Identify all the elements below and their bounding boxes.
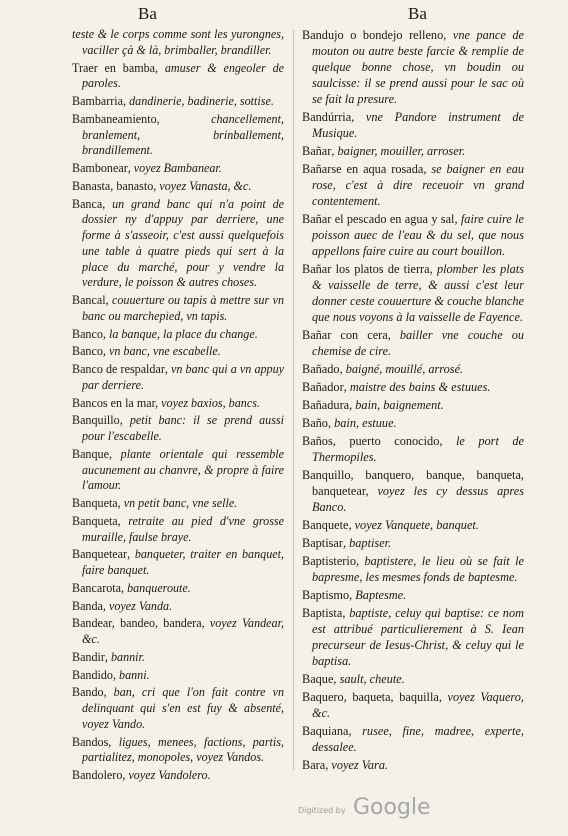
- entry-definition: , baptiste, celuy qui baptise: ce nom est attribué particulierement à S. Iean precurseur de Iesus-Christ, & celuy qui le baptisa.: [312, 606, 524, 668]
- entry-definition: , petit banc: il se prend aussi pour l'escabelle.: [82, 413, 284, 443]
- entry-definition: , Baptesme.: [349, 588, 407, 602]
- left-running-head: Ba: [138, 4, 157, 23]
- entry-headword: Banco de respaldar: [72, 362, 165, 376]
- entry-headword: Bañador: [302, 380, 344, 394]
- entry-headword: Bambonear: [72, 161, 128, 175]
- entry-definition: , la banque, la place du change.: [102, 326, 258, 341]
- entry-headword: Baños, puerto conocido: [302, 434, 440, 448]
- entry-definition: , sault, cheute.: [333, 672, 405, 686]
- digitized-watermark: [298, 795, 458, 825]
- entry-definition: , baptistere, le lieu où se fait le bapresme, les mesmes fonds de baptesme.: [312, 554, 524, 584]
- entry-headword: Baque: [302, 672, 334, 686]
- dictionary-entry: [72, 197, 284, 292]
- entry-definition: , retraite au pied d'vne grosse muraille, faulse braye.: [82, 513, 284, 544]
- dictionary-entry: [302, 605, 524, 669]
- entry-headword: Banco: [72, 344, 103, 359]
- entry-definition: voyez Vandear, &c.: [82, 616, 284, 646]
- entry-definition: , le port de Thermopiles.: [312, 434, 524, 464]
- dictionary-entry: [302, 467, 524, 515]
- entry-headword: Banquete: [302, 518, 349, 532]
- dictionary-entry: [72, 161, 284, 177]
- entry-headword: Bancal: [72, 293, 106, 307]
- dictionary-entry: [302, 211, 524, 259]
- entry-definition: , voyez Vandolero.: [122, 768, 211, 782]
- dictionary-entry: [72, 581, 284, 597]
- entry-headword: Bandido: [72, 667, 113, 682]
- right-column: [302, 27, 524, 775]
- dictionary-entry: [72, 413, 284, 445]
- dictionary-entry: [302, 535, 524, 551]
- entry-headword: Bandúrria: [302, 110, 352, 124]
- entry-headword: Bara: [302, 758, 326, 772]
- entry-headword: Banquillo, banquero, banque, banqueta, banquetear,: [302, 468, 524, 498]
- dictionary-entry: [302, 689, 524, 721]
- dictionary-entry: [302, 723, 524, 755]
- entry-definition: , se baigner en eau rose, c'est à dire receuoir vn grand contentement.: [312, 162, 524, 208]
- entry-definition: , bailler vne couche ou chemise de cire.: [312, 328, 525, 358]
- entry-headword: Baptisar: [302, 536, 343, 550]
- dictionary-entry: [302, 327, 524, 359]
- entry-definition: voyez Vaquero, &c.: [312, 690, 524, 720]
- entry-headword: Bambaneamiento: [72, 111, 157, 126]
- entry-definition: , banqueroute.: [121, 580, 191, 595]
- entry-headword: Baptisterio: [302, 554, 356, 568]
- entry-definition: voyez Vanasta, &c.: [156, 178, 252, 193]
- dictionary-entry: [72, 768, 284, 784]
- right-running-head: Ba: [408, 4, 427, 23]
- entry-headword: Bañado: [302, 362, 340, 376]
- dictionary-entry: [302, 27, 524, 107]
- column-divider: [293, 30, 294, 770]
- dictionary-entry: [72, 650, 284, 666]
- dictionary-entry: [72, 547, 284, 579]
- entry-definition: , baigné, mouillé, arrosé.: [339, 362, 464, 376]
- digitized-label: Digitized by: [298, 806, 346, 815]
- entry-headword: Banqueta: [72, 513, 118, 528]
- entry-headword: Bañar los platos de tierra: [302, 262, 430, 276]
- dictionary-entry: [72, 344, 284, 360]
- entry-headword: Bandear, bandeo, bandera,: [72, 616, 205, 631]
- left-column: [72, 27, 284, 786]
- dictionary-entry: [302, 143, 524, 159]
- entry-definition: , plomber les plats & vaisselle de terre, & aussi c'est leur donner ceste couuerture & couche blanche que nous voyons à la vaisselle de Fayence.: [312, 262, 524, 324]
- entry-headword: Bando: [72, 685, 104, 700]
- dictionary-entry: [302, 379, 524, 395]
- entry-headword: Bancarota: [72, 580, 122, 595]
- dictionary-entry: [72, 396, 284, 412]
- entry-headword: Banco: [72, 326, 103, 341]
- entry-definition: , voyez Vara.: [325, 758, 389, 772]
- dictionary-entry: [72, 668, 284, 684]
- entry-definition: , banqueter, traiter en banquet, faire banquet.: [82, 547, 284, 577]
- entry-headword: Bandir: [72, 649, 105, 664]
- dictionary-entry: [72, 61, 284, 93]
- entry-definition: , baptiser.: [342, 536, 392, 550]
- dictionary-entry: [302, 261, 524, 325]
- entry-headword: Banquillo: [72, 413, 120, 428]
- entry-definition: , voyez Vanda.: [102, 598, 173, 613]
- entry-definition: , voyez Vanquete, banquet.: [348, 518, 479, 532]
- dictionary-entry: [302, 553, 524, 585]
- entry-definition: teste & le corps comme sont les yurongnes, vaciller çà & là, brimballer, brandiller.: [72, 27, 284, 57]
- dictionary-entry: [302, 361, 524, 377]
- entry-headword: Baptismo: [302, 588, 350, 602]
- page-header: [0, 4, 568, 28]
- dictionary-entry: [72, 112, 284, 159]
- entry-definition: , rusee, fine, madree, experte, dessalee.: [312, 724, 524, 754]
- dictionary-entry: [302, 587, 524, 603]
- entry-definition: , vn banc qui a vn appuy par derriere.: [82, 362, 284, 392]
- dictionary-entry: [72, 27, 284, 59]
- entry-definition: , faire cuire le poisson auec de l'eau & du sel, que nous appellons faire cuire au court bouillon.: [312, 212, 524, 258]
- entry-definition: , bain, baignement.: [349, 398, 444, 412]
- entry-headword: Bañarse en aqua rosada: [302, 162, 424, 176]
- entry-headword: Baño: [302, 416, 328, 430]
- entry-definition: voyez baxios, bancs.: [158, 395, 260, 410]
- entry-headword: Banque: [72, 446, 109, 461]
- entry-headword: Bañar con cera: [302, 328, 388, 342]
- entry-definition: , vne pance de mouton ou autre beste farcie & remplie de quelque bonne chose, vn boudin ou saulcisse: il se prend aussi pour le sac où se fait la presure.: [312, 28, 524, 106]
- entry-definition: voyez les cy dessus apres Banco.: [312, 484, 524, 514]
- entry-headword: Banqueta: [72, 496, 118, 510]
- entry-definition: , banni.: [112, 667, 150, 682]
- entry-definition: , un grand banc qui n'a point de dossier ny d'appuy par derriere, une forme à s'asseoir, c'est aussi quelquefois une table à quatre pieds qui sert à la place du marché, pour y vendre la verdure, le poisson & autres choses.: [82, 196, 284, 290]
- entry-definition: , dandinerie, badinerie, sottise.: [123, 94, 274, 108]
- dictionary-entry: [72, 447, 284, 494]
- dictionary-entry: [72, 94, 284, 110]
- dictionary-entry: [302, 757, 524, 773]
- entry-definition: , plante orientale qui ressemble aucunement au chanvre, & propre à faire l'amour.: [82, 446, 284, 493]
- entry-headword: Baquiana: [302, 724, 349, 738]
- dictionary-entry: [72, 599, 284, 615]
- dictionary-entry: [72, 496, 284, 512]
- entry-definition: , bain, estuue.: [327, 416, 397, 430]
- entry-definition: , bannir.: [104, 649, 145, 664]
- dictionary-entry: [72, 293, 284, 325]
- dictionary-entry: [302, 397, 524, 413]
- entry-headword: Banasta, banasto,: [72, 178, 157, 193]
- dictionary-entry: [72, 685, 284, 732]
- entry-definition: , ligues, menees, factions, partis, partialitez, monopoles, voyez Vandos.: [82, 734, 284, 765]
- entry-headword: Bambarria: [72, 94, 124, 108]
- entry-definition: , baigner, mouiller, arroser.: [331, 144, 466, 158]
- entry-definition: , vne Pandore instrument de Musique.: [312, 110, 524, 140]
- entry-definition: , maistre des bains & estuues.: [343, 380, 491, 394]
- dictionary-entry: [72, 735, 284, 767]
- entry-definition: , vn petit banc, vne selle.: [117, 496, 238, 510]
- dictionary-entry: [72, 362, 284, 394]
- dictionary-entry: [72, 616, 284, 648]
- entry-definition: , amuser & engeoler de paroles.: [82, 60, 284, 91]
- entry-headword: Banda: [72, 598, 103, 613]
- entry-headword: Bañadura: [302, 398, 350, 412]
- entry-headword: Banca: [72, 196, 103, 211]
- dictionary-entry: [302, 517, 524, 533]
- entry-headword: Traer en bamba: [72, 60, 156, 75]
- dictionary-entry: [302, 161, 524, 209]
- entry-headword: Baquero, baqueta, baquilla,: [302, 690, 442, 704]
- entry-definition: , voyez Bambanear.: [127, 161, 222, 175]
- entry-headword: Bañar el pescado en agua y sal: [302, 212, 455, 226]
- entry-headword: Bandujo o bondejo relleno: [302, 28, 444, 42]
- google-logo: Google: [353, 795, 431, 820]
- dictionary-entry: [72, 179, 284, 195]
- entry-definition: , chancellement, branlement, brinballement, brandillement.: [82, 111, 284, 158]
- entry-headword: Bancos en la mar,: [72, 395, 159, 410]
- dictionary-entry: [302, 433, 524, 465]
- dictionary-entry: [302, 415, 524, 431]
- dictionary-entry: [72, 327, 284, 343]
- dictionary-entry: [72, 514, 284, 546]
- entry-definition: , couuerture ou tapis à mettre sur vn banc ou marchepied, vn tapis.: [82, 293, 284, 323]
- entry-headword: Bandolero: [72, 768, 123, 782]
- entry-headword: Bandos: [72, 734, 109, 749]
- entry-definition: , ban, cri que l'on fait contre vn delinquant qui s'en est fuy & absenté, voyez Vando.: [82, 685, 284, 731]
- entry-headword: Baptista: [302, 606, 343, 620]
- entry-headword: Banquetear: [72, 547, 128, 562]
- entry-headword: Bañar: [302, 144, 332, 158]
- dictionary-entry: [302, 109, 524, 141]
- entry-definition: , vn banc, vne escabelle.: [102, 344, 221, 359]
- dictionary-entry: [302, 671, 524, 687]
